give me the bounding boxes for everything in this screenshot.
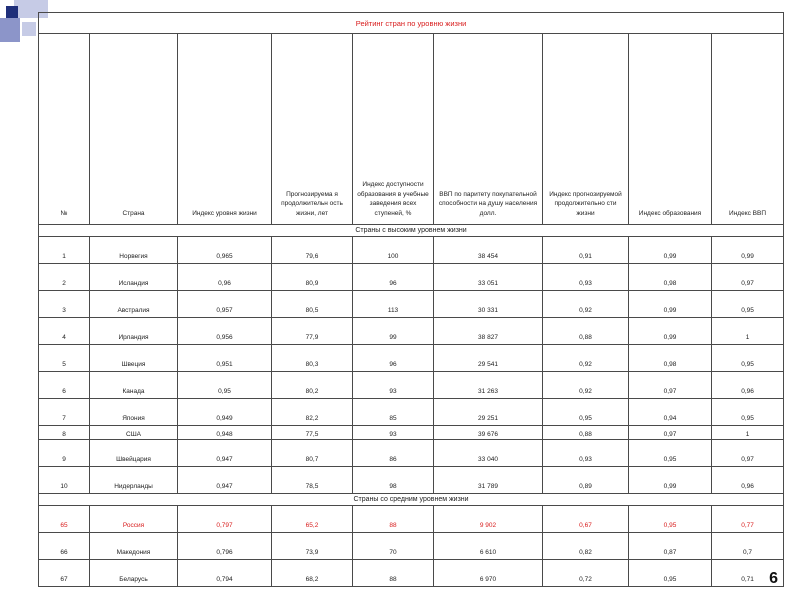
cell-living-index: 0,947: [178, 467, 272, 494]
cell-life-index: 0,93: [543, 264, 629, 291]
cell-education-index: 0,98: [629, 264, 712, 291]
cell-living-index: 0,956: [178, 318, 272, 345]
corner-decoration-dark: [6, 6, 18, 18]
table-row: [39, 560, 784, 587]
cell-life-expectancy: 77,5: [272, 426, 353, 440]
cell-number: 6: [39, 372, 90, 399]
cell-life-index: 0,88: [543, 318, 629, 345]
cell-education-access: 70: [353, 533, 434, 560]
cell-number: 67: [39, 560, 90, 587]
table-row: [39, 533, 784, 560]
cell-number: 65: [39, 506, 90, 533]
table-title: Рейтинг стран по уровню жизни: [39, 13, 784, 34]
cell-number: 5: [39, 345, 90, 372]
cell-country: Беларусь: [90, 560, 178, 587]
cell-country: Австралия: [90, 291, 178, 318]
cell-life-expectancy: 80,2: [272, 372, 353, 399]
cell-gdp-ppp: 38 827: [434, 318, 543, 345]
cell-gdp-index: 0,96: [712, 372, 784, 399]
cell-gdp-index: 0,96: [712, 467, 784, 494]
cell-gdp-index: 1: [712, 426, 784, 440]
cell-country: Исландия: [90, 264, 178, 291]
cell-living-index: 0,951: [178, 345, 272, 372]
table-row: [39, 372, 784, 399]
cell-gdp-ppp: 29 251: [434, 399, 543, 426]
cell-gdp-ppp: 33 040: [434, 440, 543, 467]
cell-education-access: 100: [353, 237, 434, 264]
table-row: [39, 467, 784, 494]
table-row: [39, 237, 784, 264]
header-education-index: Индекс образования: [629, 34, 712, 225]
cell-education-index: 0,99: [629, 318, 712, 345]
cell-education-index: 0,87: [629, 533, 712, 560]
header-living-index: Индекс уровня жизни: [178, 34, 272, 225]
cell-gdp-ppp: 29 541: [434, 345, 543, 372]
cell-education-access: 98: [353, 467, 434, 494]
header-number: №: [39, 34, 90, 225]
cell-gdp-ppp: 30 331: [434, 291, 543, 318]
cell-country: Швеция: [90, 345, 178, 372]
cell-life-index: 0,92: [543, 372, 629, 399]
cell-gdp-ppp: 6 610: [434, 533, 543, 560]
header-life-expectancy: Прогнозируема я продолжительн ость жизни, лет: [272, 34, 353, 225]
table-row: [39, 318, 784, 345]
table-body: [39, 13, 784, 587]
cell-education-access: 88: [353, 560, 434, 587]
table-row: [39, 264, 784, 291]
cell-gdp-index: 0,95: [712, 345, 784, 372]
cell-education-index: 0,95: [629, 440, 712, 467]
cell-living-index: 0,948: [178, 426, 272, 440]
cell-living-index: 0,947: [178, 440, 272, 467]
cell-education-index: 0,94: [629, 399, 712, 426]
cell-education-access: 96: [353, 264, 434, 291]
cell-education-index: 0,99: [629, 467, 712, 494]
cell-life-expectancy: 78,5: [272, 467, 353, 494]
cell-number: 10: [39, 467, 90, 494]
cell-living-index: 0,957: [178, 291, 272, 318]
cell-life-expectancy: 80,9: [272, 264, 353, 291]
cell-number: 4: [39, 318, 90, 345]
table-row: [39, 506, 784, 533]
cell-gdp-index: 0,77: [712, 506, 784, 533]
cell-life-index: 0,95: [543, 399, 629, 426]
cell-gdp-ppp: 9 902: [434, 506, 543, 533]
cell-gdp-index: 0,97: [712, 440, 784, 467]
cell-life-expectancy: 77,9: [272, 318, 353, 345]
cell-number: 8: [39, 426, 90, 440]
cell-life-index: 0,92: [543, 291, 629, 318]
table-row: [39, 291, 784, 318]
cell-life-expectancy: 79,6: [272, 237, 353, 264]
cell-education-index: 0,97: [629, 372, 712, 399]
cell-education-index: 0,99: [629, 237, 712, 264]
cell-life-index: 0,89: [543, 467, 629, 494]
cell-country: Нидерланды: [90, 467, 178, 494]
cell-country: Швейцария: [90, 440, 178, 467]
cell-education-index: 0,98: [629, 345, 712, 372]
cell-living-index: 0,96: [178, 264, 272, 291]
cell-living-index: 0,797: [178, 506, 272, 533]
cell-education-access: 96: [353, 345, 434, 372]
cell-life-expectancy: 80,5: [272, 291, 353, 318]
cell-living-index: 0,965: [178, 237, 272, 264]
cell-education-access: 113: [353, 291, 434, 318]
cell-life-expectancy: 65,2: [272, 506, 353, 533]
cell-number: 66: [39, 533, 90, 560]
cell-education-access: 93: [353, 372, 434, 399]
corner-decoration-mid: [0, 18, 20, 42]
living-standard-table: [38, 12, 784, 587]
cell-living-index: 0,949: [178, 399, 272, 426]
cell-gdp-ppp: 39 676: [434, 426, 543, 440]
table-row: [39, 345, 784, 372]
cell-number: 2: [39, 264, 90, 291]
section-row: [39, 225, 784, 237]
cell-life-expectancy: 80,3: [272, 345, 353, 372]
cell-gdp-ppp: 33 051: [434, 264, 543, 291]
cell-life-index: 0,72: [543, 560, 629, 587]
cell-gdp-index: 0,71: [712, 560, 784, 587]
cell-gdp-index: 0,99: [712, 237, 784, 264]
section-row: [39, 494, 784, 506]
cell-gdp-index: 0,7: [712, 533, 784, 560]
cell-number: 7: [39, 399, 90, 426]
cell-gdp-index: 0,95: [712, 399, 784, 426]
cell-gdp-index: 0,97: [712, 264, 784, 291]
page-number: 6: [769, 570, 778, 587]
cell-education-access: 93: [353, 426, 434, 440]
header-education-access: Индекс доступности образования в учебные заведения всех ступеней, %: [353, 34, 434, 225]
cell-country: Норвегия: [90, 237, 178, 264]
cell-country: Канада: [90, 372, 178, 399]
table-row: [39, 426, 784, 440]
corner-decoration-light-2: [22, 22, 36, 36]
cell-life-index: 0,93: [543, 440, 629, 467]
cell-gdp-index: 0,95: [712, 291, 784, 318]
cell-education-index: 0,95: [629, 560, 712, 587]
cell-country: Япония: [90, 399, 178, 426]
cell-life-index: 0,88: [543, 426, 629, 440]
cell-country: Россия: [90, 506, 178, 533]
header-gdp-index: Индекс ВВП: [712, 34, 784, 225]
cell-living-index: 0,796: [178, 533, 272, 560]
cell-life-expectancy: 82,2: [272, 399, 353, 426]
cell-living-index: 0,95: [178, 372, 272, 399]
cell-education-access: 86: [353, 440, 434, 467]
cell-education-index: 0,99: [629, 291, 712, 318]
cell-life-index: 0,91: [543, 237, 629, 264]
header-country: Страна: [90, 34, 178, 225]
header-gdp-ppp: ВВП по паритету покупательной способности на душу населения долл.: [434, 34, 543, 225]
header-row: [39, 34, 784, 225]
cell-life-index: 0,92: [543, 345, 629, 372]
cell-country: Македония: [90, 533, 178, 560]
cell-life-expectancy: 80,7: [272, 440, 353, 467]
cell-life-expectancy: 73,9: [272, 533, 353, 560]
header-life-index: Индекс прогнозируемой продолжительно сти жизни: [543, 34, 629, 225]
cell-gdp-ppp: 31 789: [434, 467, 543, 494]
cell-life-index: 0,67: [543, 506, 629, 533]
cell-living-index: 0,794: [178, 560, 272, 587]
cell-gdp-index: 1: [712, 318, 784, 345]
cell-education-access: 99: [353, 318, 434, 345]
table-row: [39, 440, 784, 467]
cell-life-expectancy: 68,2: [272, 560, 353, 587]
cell-education-access: 88: [353, 506, 434, 533]
cell-number: 1: [39, 237, 90, 264]
table-row: [39, 399, 784, 426]
cell-education-access: 85: [353, 399, 434, 426]
title-row: [39, 13, 784, 34]
cell-number: 3: [39, 291, 90, 318]
cell-country: США: [90, 426, 178, 440]
cell-gdp-ppp: 6 970: [434, 560, 543, 587]
cell-life-index: 0,82: [543, 533, 629, 560]
cell-gdp-ppp: 31 263: [434, 372, 543, 399]
cell-gdp-ppp: 38 454: [434, 237, 543, 264]
section-label: Страны с высоким уровнем жизни: [39, 225, 784, 237]
cell-number: 9: [39, 440, 90, 467]
cell-education-index: 0,95: [629, 506, 712, 533]
cell-education-index: 0,97: [629, 426, 712, 440]
section-label: Страны со средним уровнем жизни: [39, 494, 784, 506]
cell-country: Ирландия: [90, 318, 178, 345]
